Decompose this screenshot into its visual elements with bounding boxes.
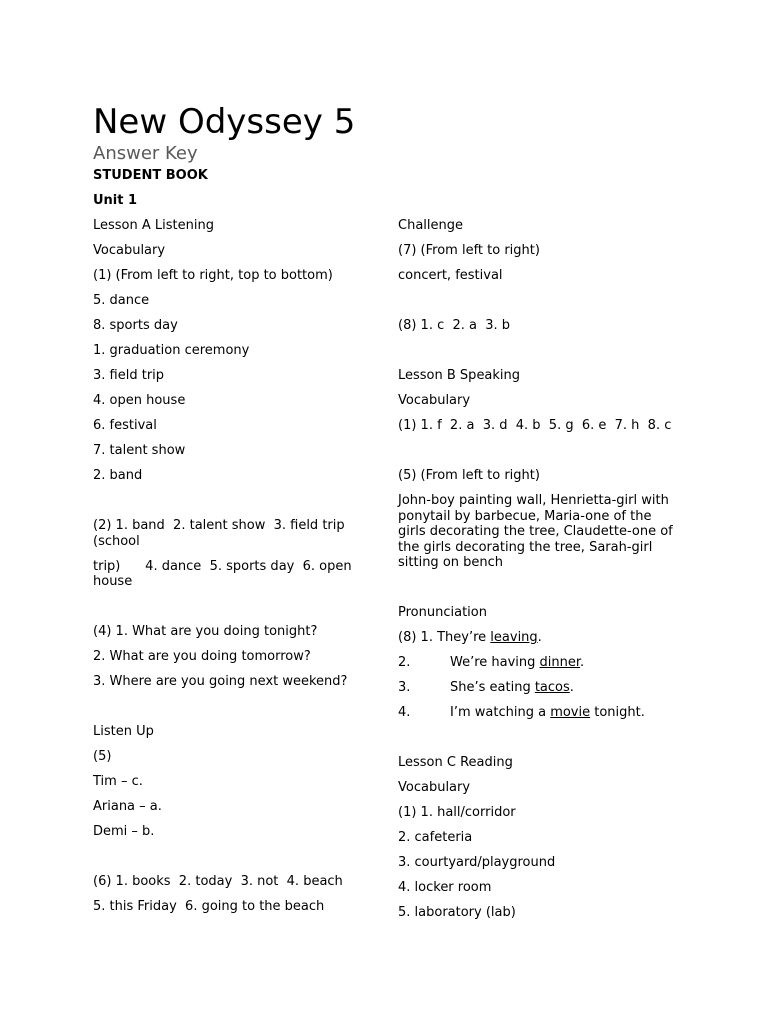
lesson-b-q1: (1) 1. f 2. a 3. d 4. b 5. g 6. e 7. h 8. c bbox=[398, 418, 672, 433]
q4-item: 3. Where are you going next weekend? bbox=[93, 674, 348, 689]
q5-item: Tim – c. bbox=[93, 774, 143, 789]
vocabulary-heading: Vocabulary bbox=[398, 780, 471, 795]
pron-number: (8) 1. bbox=[398, 630, 433, 645]
pron-text: I’m watching a bbox=[450, 705, 551, 720]
lesson-a-heading: Lesson A Listening bbox=[93, 218, 214, 233]
list-item: 4. open house bbox=[93, 393, 186, 408]
pron-text-end: . bbox=[537, 630, 542, 645]
pron-text-end: . bbox=[580, 655, 585, 670]
list-item: 1. graduation ceremony bbox=[93, 343, 250, 358]
q5-label: (5) bbox=[93, 749, 112, 764]
list-item: 3. courtyard/playground bbox=[398, 855, 556, 870]
pron-item bbox=[398, 705, 678, 721]
lesson-c-heading: Lesson C Reading bbox=[398, 755, 513, 770]
q2-line-1: (2) 1. band 2. talent show 3. field trip (school bbox=[93, 518, 349, 549]
q5-item: Ariana – a. bbox=[93, 799, 162, 814]
q4-item: (4) 1. What are you doing tonight? bbox=[93, 624, 318, 639]
pron-text-end: tonight. bbox=[590, 705, 645, 720]
stressed-word: movie bbox=[550, 705, 591, 720]
vocabulary-heading: Vocabulary bbox=[93, 243, 166, 258]
stressed-word: dinner bbox=[539, 655, 581, 670]
pron-text: She’s eating bbox=[450, 680, 535, 695]
pron-item bbox=[398, 680, 678, 696]
pron-text-end: . bbox=[569, 680, 574, 695]
listen-up-heading: Listen Up bbox=[93, 724, 154, 739]
pron-number: 3. bbox=[398, 680, 411, 695]
q6-line-1: (6) 1. books 2. today 3. not 4. beach bbox=[93, 874, 343, 889]
pron-item bbox=[398, 655, 678, 671]
list-item: 7. talent show bbox=[93, 443, 186, 458]
list-item: 8. sports day bbox=[93, 318, 178, 333]
pron-item bbox=[398, 630, 678, 646]
list-item: 6. festival bbox=[93, 418, 157, 433]
list-item: 2. band bbox=[93, 468, 143, 483]
list-item: 2. cafeteria bbox=[398, 830, 473, 845]
lesson-b-heading: Lesson B Speaking bbox=[398, 368, 521, 383]
q8-answer: (8) 1. c 2. a 3. b bbox=[398, 318, 511, 333]
document-title: New Odyssey 5 bbox=[93, 102, 356, 142]
q4-item: 2. What are you doing tomorrow? bbox=[93, 649, 311, 664]
left-column bbox=[93, 218, 363, 924]
stressed-word: leaving bbox=[490, 630, 538, 645]
list-item: 4. locker room bbox=[398, 880, 492, 895]
q1-intro: (1) (From left to right, top to bottom) bbox=[93, 268, 333, 283]
pron-text: They’re bbox=[437, 630, 491, 645]
q5-item: Demi – b. bbox=[93, 824, 155, 839]
pronunciation-heading: Pronunciation bbox=[398, 605, 487, 620]
list-item: (1) 1. hall/corridor bbox=[398, 805, 516, 820]
unit-label: Unit 1 bbox=[93, 193, 138, 208]
list-item: 5. dance bbox=[93, 293, 150, 308]
right-column bbox=[398, 218, 678, 930]
vocabulary-heading: Vocabulary bbox=[398, 393, 471, 408]
q7-answer: concert, festival bbox=[398, 268, 503, 283]
pron-text: We’re having bbox=[450, 655, 540, 670]
pron-number: 2. bbox=[398, 655, 411, 670]
book-label: STUDENT BOOK bbox=[93, 168, 208, 183]
list-item: 3. field trip bbox=[93, 368, 165, 383]
document-subtitle: Answer Key bbox=[93, 143, 198, 164]
lesson-b-q5-answer: John-boy painting wall, Henrietta-girl with ponytail by barbecue, Maria-one of the girls decorating the tree, Claudette-one of the girls decorating the tree, Sarah-girl sitting on bench bbox=[398, 493, 677, 570]
q7-intro: (7) (From left to right) bbox=[398, 243, 540, 258]
lesson-b-q5-intro: (5) (From left to right) bbox=[398, 468, 540, 483]
challenge-heading: Challenge bbox=[398, 218, 463, 233]
q2-line-2: trip) 4. dance 5. sports day 6. open house bbox=[93, 558, 356, 589]
list-item: 5. laboratory (lab) bbox=[398, 905, 516, 920]
pron-number: 4. bbox=[398, 705, 411, 720]
stressed-word: tacos bbox=[534, 680, 570, 695]
q6-line-2: 5. this Friday 6. going to the beach bbox=[93, 899, 325, 914]
